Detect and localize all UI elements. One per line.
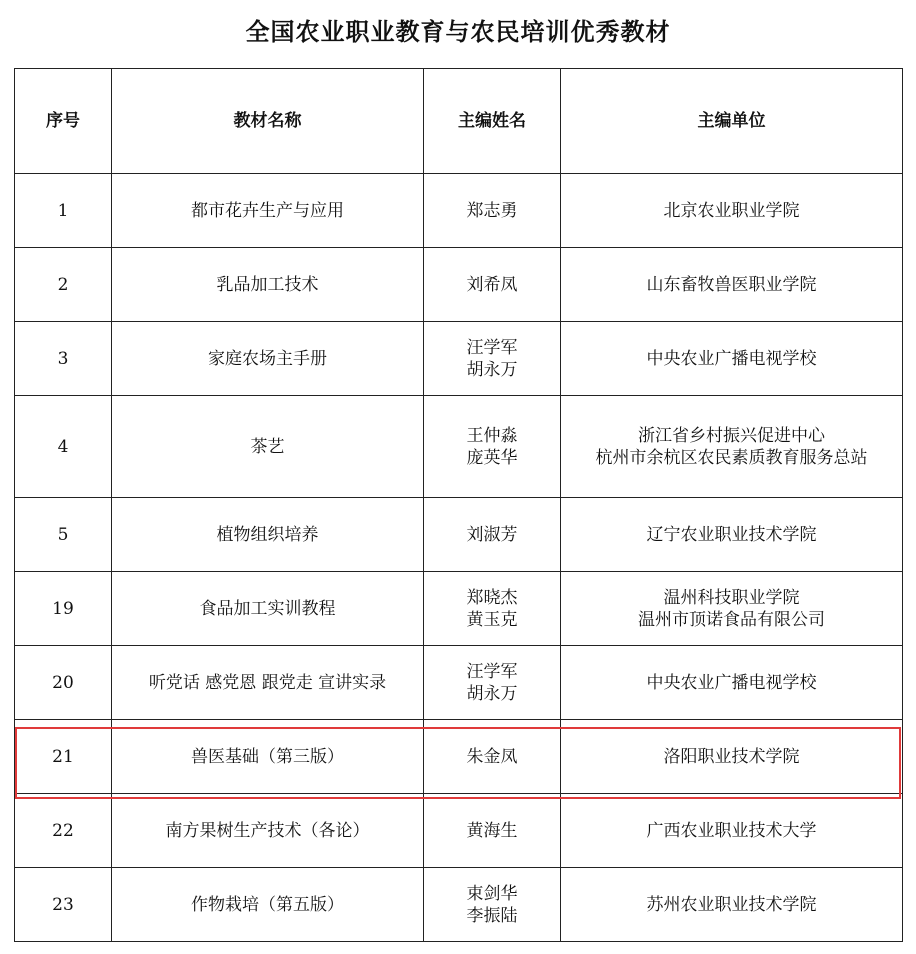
editor-unit: 杭州市余杭区农民素质教育服务总站 [595, 447, 868, 468]
editor-unit: 山东畜牧兽医职业学院 [646, 274, 817, 295]
cell-editor-name [424, 720, 561, 794]
cell-editor-unit [561, 396, 903, 498]
cell-textbook-name: 都市花卉生产与应用 [112, 174, 424, 248]
editor-name: 王仲淼 [466, 425, 518, 446]
cell-no: 1 [15, 174, 112, 248]
cell-textbook-name: 听党话 感党恩 跟党走 宣讲实录 [112, 646, 424, 720]
cell-editor-unit [561, 794, 903, 868]
editor-unit: 中央农业广播电视学校 [646, 348, 817, 369]
editor-unit: 北京农业职业学院 [663, 200, 800, 221]
cell-editor-name [424, 646, 561, 720]
table-row [15, 720, 903, 794]
editor-name: 胡永万 [466, 683, 518, 704]
editor-name: 黄海生 [466, 820, 518, 841]
table-row [15, 248, 903, 322]
table-row [15, 646, 903, 720]
editor-name: 汪学军 [466, 337, 518, 358]
cell-no: 19 [15, 572, 112, 646]
cell-editor-name [424, 322, 561, 396]
editor-unit: 温州科技职业学院 [663, 587, 800, 608]
editor-unit: 广西农业职业技术大学 [646, 820, 817, 841]
editor-unit: 苏州农业职业技术学院 [646, 894, 817, 915]
cell-editor-name [424, 248, 561, 322]
header-textbook-name: 教材名称 [112, 69, 424, 174]
cell-no: 22 [15, 794, 112, 868]
editor-name: 朱金凤 [466, 746, 518, 767]
cell-no: 3 [15, 322, 112, 396]
editor-name: 庞英华 [466, 447, 518, 468]
cell-editor-name [424, 396, 561, 498]
editor-unit: 洛阳职业技术学院 [663, 746, 800, 767]
editor-unit: 浙江省乡村振兴促进中心 [638, 425, 825, 446]
table-header-row [15, 69, 903, 174]
header-editor-name: 主编姓名 [424, 69, 561, 174]
table-row [15, 498, 903, 572]
editor-unit: 辽宁农业职业技术学院 [646, 524, 817, 545]
cell-editor-unit [561, 572, 903, 646]
table-row [15, 396, 903, 498]
cell-editor-unit [561, 720, 903, 794]
cell-no: 2 [15, 248, 112, 322]
editor-name: 束剑华 [466, 883, 518, 904]
cell-editor-name [424, 498, 561, 572]
table-row [15, 794, 903, 868]
cell-textbook-name: 兽医基础（第三版） [112, 720, 424, 794]
cell-no: 21 [15, 720, 112, 794]
editor-name: 刘希凤 [466, 274, 518, 295]
cell-editor-unit [561, 248, 903, 322]
cell-textbook-name: 南方果树生产技术（各论） [112, 794, 424, 868]
cell-textbook-name: 食品加工实训教程 [112, 572, 424, 646]
editor-name: 汪学军 [466, 661, 518, 682]
cell-no: 23 [15, 868, 112, 942]
cell-editor-name [424, 868, 561, 942]
cell-editor-name [424, 572, 561, 646]
editor-name: 李振陆 [466, 905, 518, 926]
editor-name: 郑志勇 [466, 200, 518, 221]
cell-textbook-name: 茶艺 [112, 396, 424, 498]
table-row [15, 572, 903, 646]
cell-textbook-name: 乳品加工技术 [112, 248, 424, 322]
cell-editor-unit [561, 868, 903, 942]
editor-name: 刘淑芳 [466, 524, 518, 545]
editor-name: 黄玉克 [466, 609, 518, 630]
editor-unit: 温州市顶诺食品有限公司 [638, 609, 825, 630]
cell-textbook-name: 作物栽培（第五版） [112, 868, 424, 942]
cell-textbook-name: 植物组织培养 [112, 498, 424, 572]
cell-no: 5 [15, 498, 112, 572]
cell-editor-name [424, 174, 561, 248]
header-no: 序号 [15, 69, 112, 174]
table-row [15, 868, 903, 942]
cell-no: 20 [15, 646, 112, 720]
editor-unit: 中央农业广播电视学校 [646, 672, 817, 693]
editor-name: 胡永万 [466, 359, 518, 380]
table-row [15, 174, 903, 248]
cell-textbook-name: 家庭农场主手册 [112, 322, 424, 396]
cell-editor-unit [561, 322, 903, 396]
cell-editor-unit [561, 646, 903, 720]
cell-editor-unit [561, 498, 903, 572]
editor-name: 郑晓杰 [466, 587, 518, 608]
cell-editor-unit [561, 174, 903, 248]
cell-editor-name [424, 794, 561, 868]
cell-no: 4 [15, 396, 112, 498]
header-editor-unit: 主编单位 [561, 69, 903, 174]
textbook-table [14, 68, 902, 942]
page-title: 全国农业职业教育与农民培训优秀教材 [245, 18, 671, 46]
table-row [15, 322, 903, 396]
